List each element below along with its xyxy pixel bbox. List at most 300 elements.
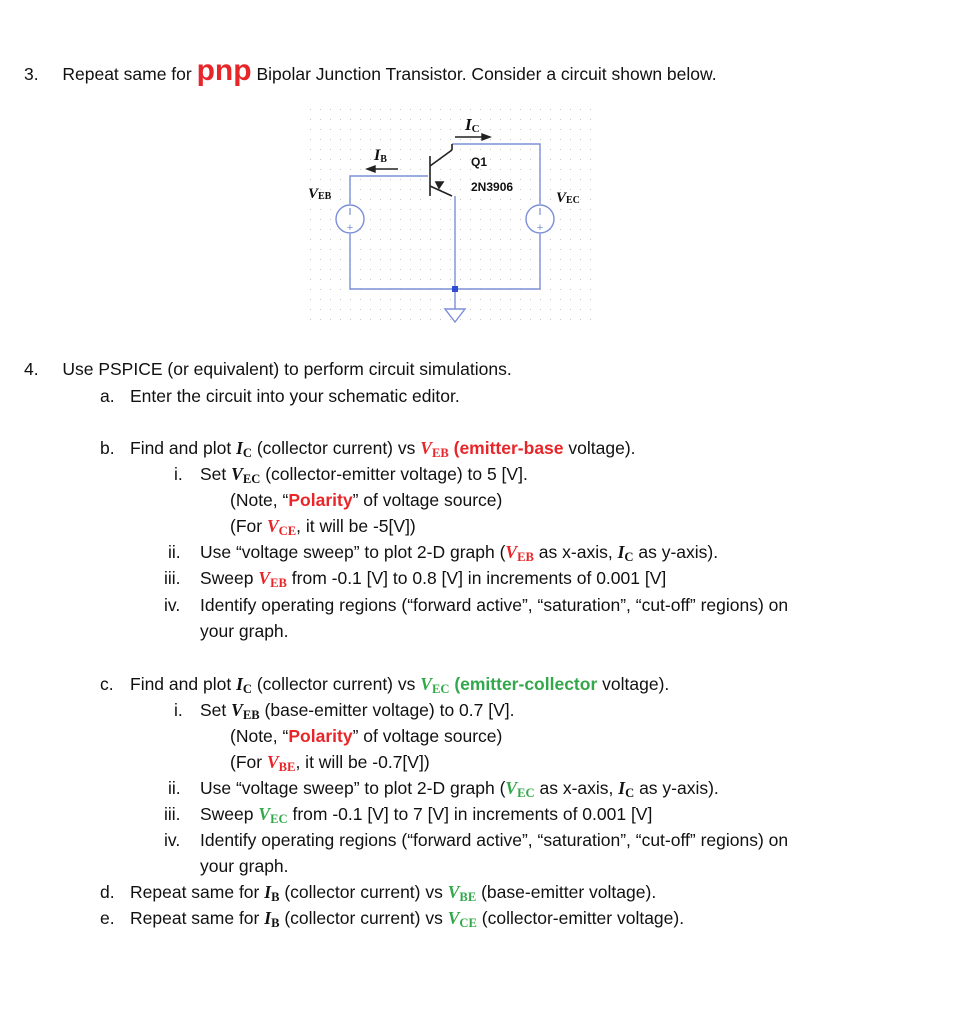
grid-dot xyxy=(500,279,501,280)
grid-dot xyxy=(490,269,491,270)
grid-dot xyxy=(370,149,371,150)
grid-dot xyxy=(490,239,491,240)
grid-dot xyxy=(450,269,451,270)
junction-dot xyxy=(452,286,458,292)
grid-dot xyxy=(520,169,521,170)
grid-dot xyxy=(530,159,531,160)
grid-dot xyxy=(430,299,431,300)
grid-dot xyxy=(530,259,531,260)
grid-dot xyxy=(420,299,421,300)
grid-dot xyxy=(580,309,581,310)
grid-dot xyxy=(490,259,491,260)
grid-dot xyxy=(350,119,351,120)
grid-dot xyxy=(560,109,561,110)
grid-dot xyxy=(330,279,331,280)
grid-dot xyxy=(360,279,361,280)
grid-dot xyxy=(320,139,321,140)
grid-dot xyxy=(440,319,441,320)
grid-dot xyxy=(490,109,491,110)
grid-dot xyxy=(370,199,371,200)
grid-dot xyxy=(590,269,591,270)
grid-dot xyxy=(330,159,331,160)
grid-dot xyxy=(420,229,421,230)
q4cii-text: Use “voltage sweep” to plot 2-D graph ($V_{EC}$ as x-axis, $I_C$ as y-axis). xyxy=(200,778,719,801)
grid-dot xyxy=(370,249,371,250)
grid-dot xyxy=(420,269,421,270)
grid-dot xyxy=(560,119,561,120)
grid-dot xyxy=(450,279,451,280)
grid-dot xyxy=(390,229,391,230)
grid-dot xyxy=(440,249,441,250)
grid-dot xyxy=(410,229,411,230)
grid-dot xyxy=(520,139,521,140)
grid-dot xyxy=(390,129,391,130)
veb-source xyxy=(336,205,364,234)
grid-dot xyxy=(370,219,371,220)
grid-dot xyxy=(360,149,361,150)
grid-dot xyxy=(570,149,571,150)
grid-dot xyxy=(550,299,551,300)
grid-dot xyxy=(550,279,551,280)
grid-dot xyxy=(380,209,381,210)
grid-dot xyxy=(590,319,591,320)
ic-label: IC xyxy=(465,115,480,135)
grid-dot xyxy=(310,209,311,210)
grid-dot xyxy=(330,169,331,170)
grid-dot xyxy=(470,299,471,300)
q3-text-post: Bipolar Junction Transistor. Consider a circuit shown below. xyxy=(256,64,717,84)
grid-dot xyxy=(500,169,501,170)
q3-line xyxy=(24,54,717,87)
grid-dot xyxy=(340,189,341,190)
vec-label: VEC xyxy=(556,190,580,206)
grid-dot xyxy=(470,199,471,200)
grid-dot xyxy=(440,279,441,280)
grid-dot xyxy=(520,249,521,250)
ground-icon xyxy=(445,302,465,322)
grid-dot xyxy=(520,239,521,240)
grid-dot xyxy=(460,299,461,300)
grid-dot xyxy=(510,259,511,260)
grid-dot xyxy=(340,309,341,310)
grid-dot xyxy=(440,309,441,310)
grid-dot xyxy=(310,229,311,230)
grid-dot xyxy=(520,209,521,210)
grid-dot xyxy=(330,149,331,150)
grid-dot xyxy=(390,119,391,120)
grid-dot xyxy=(350,149,351,150)
grid-dot xyxy=(530,149,531,150)
grid-dot xyxy=(340,169,341,170)
q4b-marker: b. xyxy=(100,438,115,458)
grid-dot xyxy=(580,219,581,220)
grid-dot xyxy=(510,199,511,200)
grid-dot xyxy=(470,169,471,170)
grid-dot xyxy=(500,129,501,130)
grid-dot xyxy=(330,209,331,210)
grid-dot xyxy=(520,119,521,120)
grid-dot xyxy=(570,259,571,260)
grid-dot xyxy=(360,179,361,180)
grid-dot xyxy=(460,109,461,110)
grid-dot xyxy=(470,319,471,320)
q4biv-text1: Identify operating regions (“forward active”, “saturation”, “cut-off” regions) on xyxy=(200,595,789,615)
grid-dot xyxy=(320,299,321,300)
grid-dot xyxy=(310,109,311,110)
grid-dot xyxy=(480,229,481,230)
grid-dot xyxy=(380,239,381,240)
grid-dot xyxy=(470,109,471,110)
grid-dot xyxy=(430,129,431,130)
grid-dot xyxy=(590,109,591,110)
grid-dot xyxy=(410,249,411,250)
grid-dot xyxy=(520,259,521,260)
circuit-wires xyxy=(350,144,540,302)
grid-dot xyxy=(350,299,351,300)
grid-dot xyxy=(490,129,491,130)
grid-dot xyxy=(360,269,361,270)
grid-dot xyxy=(320,159,321,160)
grid-dot xyxy=(520,219,521,220)
grid-dot xyxy=(440,229,441,230)
grid-dot xyxy=(480,129,481,130)
grid-dot xyxy=(560,239,561,240)
grid-dot xyxy=(390,159,391,160)
grid-dot xyxy=(400,279,401,280)
q4ci-for: (For $V_{BE}$, it will be -0.7[V]) xyxy=(230,752,430,775)
grid-dot xyxy=(450,209,451,210)
grid-dot xyxy=(310,269,311,270)
grid-dot xyxy=(510,239,511,240)
grid-dot xyxy=(570,269,571,270)
grid-dot xyxy=(510,219,511,220)
grid-dot xyxy=(490,279,491,280)
grid-dot xyxy=(480,259,481,260)
grid-dot xyxy=(430,209,431,210)
grid-dot xyxy=(410,119,411,120)
grid-dot xyxy=(410,159,411,160)
veb-label: VEB xyxy=(308,186,332,202)
grid-dot xyxy=(500,269,501,270)
grid-dot xyxy=(490,319,491,320)
grid-dot xyxy=(510,249,511,250)
vec-plus-sign: + xyxy=(536,222,544,234)
grid-dot xyxy=(330,269,331,270)
q4biii-marker: iii. xyxy=(164,568,181,588)
grid-dot xyxy=(430,279,431,280)
grid-dot xyxy=(440,209,441,210)
grid-dot xyxy=(430,249,431,250)
grid-dot xyxy=(540,319,541,320)
grid-dot xyxy=(310,169,311,170)
grid-dot xyxy=(550,159,551,160)
grid-dot xyxy=(490,149,491,150)
grid-dot xyxy=(330,139,331,140)
grid-dot xyxy=(430,309,431,310)
grid-dot xyxy=(450,179,451,180)
grid-dot xyxy=(360,299,361,300)
grid-dot xyxy=(370,229,371,230)
grid-dot xyxy=(560,299,561,300)
grid-dot xyxy=(490,249,491,250)
grid-dot xyxy=(310,119,311,120)
grid-dot xyxy=(460,239,461,240)
grid-dot xyxy=(590,229,591,230)
grid-dot xyxy=(410,319,411,320)
grid-dot xyxy=(520,299,521,300)
grid-dot xyxy=(320,259,321,260)
grid-dot xyxy=(500,209,501,210)
grid-dot xyxy=(590,199,591,200)
grid-dot xyxy=(480,209,481,210)
grid-dot xyxy=(340,179,341,180)
grid-dot xyxy=(340,119,341,120)
grid-dot xyxy=(450,129,451,130)
grid-dot xyxy=(550,319,551,320)
grid-dot xyxy=(440,119,441,120)
grid-dot xyxy=(450,169,451,170)
grid-dot xyxy=(580,259,581,260)
grid-dot xyxy=(560,129,561,130)
grid-dot xyxy=(500,199,501,200)
grid-dot xyxy=(390,249,391,250)
grid-dot xyxy=(590,239,591,240)
grid-dot xyxy=(420,239,421,240)
grid-dot xyxy=(410,179,411,180)
grid-dot xyxy=(330,259,331,260)
grid-dot xyxy=(500,319,501,320)
grid-dot xyxy=(340,319,341,320)
grid-dot xyxy=(430,219,431,220)
grid-dot xyxy=(550,199,551,200)
grid-dot xyxy=(560,229,561,230)
grid-dot xyxy=(320,209,321,210)
grid-dot xyxy=(400,149,401,150)
grid-dot xyxy=(460,159,461,160)
grid-dot xyxy=(490,309,491,310)
grid-dot xyxy=(540,119,541,120)
veb-plus-sign: + xyxy=(346,222,354,234)
grid-dot xyxy=(520,149,521,150)
grid-dot xyxy=(510,269,511,270)
grid-dot xyxy=(410,219,411,220)
grid-dot xyxy=(350,169,351,170)
grid-dot xyxy=(480,299,481,300)
grid-dot xyxy=(400,119,401,120)
grid-dot xyxy=(420,209,421,210)
grid-dot xyxy=(540,139,541,140)
grid-dot xyxy=(440,139,441,140)
grid-dot xyxy=(330,249,331,250)
grid-dot xyxy=(570,129,571,130)
grid-dot xyxy=(530,299,531,300)
grid-dot xyxy=(330,129,331,130)
grid-dot xyxy=(540,309,541,310)
grid-dot xyxy=(470,229,471,230)
grid-dot xyxy=(320,269,321,270)
grid-dot xyxy=(320,149,321,150)
grid-dot xyxy=(410,139,411,140)
q4civ-text2: your graph. xyxy=(200,856,289,876)
grid-dot xyxy=(350,109,351,110)
grid-dot xyxy=(460,189,461,190)
q4civ-marker: iv. xyxy=(164,830,181,850)
grid-dot xyxy=(530,309,531,310)
grid-dot xyxy=(390,209,391,210)
grid-dot xyxy=(470,249,471,250)
grid-dot xyxy=(570,219,571,220)
grid-dot xyxy=(320,109,321,110)
grid-dot xyxy=(390,269,391,270)
grid-dot xyxy=(430,109,431,110)
grid-dot xyxy=(520,109,521,110)
grid-dot xyxy=(410,199,411,200)
transistor-part: 2N3906 xyxy=(471,180,514,194)
grid-dot xyxy=(410,269,411,270)
q4biv-text2: your graph. xyxy=(200,621,289,641)
grid-dot xyxy=(470,209,471,210)
grid-dot xyxy=(470,259,471,260)
q4a-marker: a. xyxy=(100,386,115,406)
grid-dot xyxy=(470,219,471,220)
grid-dot xyxy=(470,149,471,150)
grid-dot xyxy=(580,319,581,320)
grid-dot xyxy=(450,299,451,300)
grid-dot xyxy=(590,259,591,260)
grid-dot xyxy=(580,279,581,280)
q4bii-text: Use “voltage sweep” to plot 2-D graph ($V_{EB}$ as x-axis, $I_C$ as y-axis). xyxy=(200,542,719,565)
grid-dot xyxy=(530,279,531,280)
grid-dot xyxy=(380,259,381,260)
grid-dot xyxy=(370,269,371,270)
grid-dot xyxy=(330,119,331,120)
grid-dot xyxy=(380,249,381,250)
grid-dot xyxy=(590,159,591,160)
grid-dot xyxy=(360,309,361,310)
grid-dot xyxy=(310,159,311,160)
grid-dot xyxy=(580,109,581,110)
grid-dot xyxy=(500,239,501,240)
grid-dot xyxy=(570,119,571,120)
grid-dot xyxy=(430,229,431,230)
grid-dot xyxy=(460,169,461,170)
grid-dot xyxy=(320,289,321,290)
grid-dot xyxy=(380,299,381,300)
grid-dot xyxy=(550,109,551,110)
grid-dot xyxy=(370,119,371,120)
grid-dot xyxy=(410,259,411,260)
grid-dot xyxy=(570,159,571,160)
grid-dot xyxy=(320,229,321,230)
grid-dot xyxy=(550,179,551,180)
grid-dot xyxy=(500,159,501,160)
grid-dot xyxy=(390,259,391,260)
grid-dot xyxy=(440,179,441,180)
grid-dot xyxy=(480,169,481,170)
grid-dot xyxy=(440,259,441,260)
grid-dot xyxy=(500,139,501,140)
grid-dot xyxy=(500,149,501,150)
grid-dot xyxy=(480,249,481,250)
grid-dot xyxy=(570,289,571,290)
grid-dot xyxy=(310,309,311,310)
grid-dot xyxy=(500,229,501,230)
grid-dot xyxy=(580,179,581,180)
grid-dot xyxy=(440,149,441,150)
grid-dot xyxy=(510,319,511,320)
grid-dot xyxy=(350,129,351,130)
grid-dot xyxy=(400,249,401,250)
grid-dot xyxy=(520,309,521,310)
grid-dot xyxy=(380,119,381,120)
grid-dot xyxy=(400,189,401,190)
ib-label: IB xyxy=(374,147,387,165)
grid-dot xyxy=(580,289,581,290)
grid-dot xyxy=(550,269,551,270)
grid-dot xyxy=(330,239,331,240)
grid-dot xyxy=(320,279,321,280)
grid-dot xyxy=(570,239,571,240)
grid-dot xyxy=(330,299,331,300)
grid-dot xyxy=(460,269,461,270)
grid-dot xyxy=(310,219,311,220)
grid-dot xyxy=(510,299,511,300)
grid-dot xyxy=(400,219,401,220)
grid-dot xyxy=(360,239,361,240)
grid-dot xyxy=(520,179,521,180)
grid-dot xyxy=(490,299,491,300)
grid-dot xyxy=(420,279,421,280)
grid-dot xyxy=(470,239,471,240)
grid-dot xyxy=(400,109,401,110)
grid-dot xyxy=(570,319,571,320)
grid-dot xyxy=(340,269,341,270)
grid-dot xyxy=(480,269,481,270)
grid-dot xyxy=(450,119,451,120)
grid-dot xyxy=(460,199,461,200)
grid-dot xyxy=(400,259,401,260)
grid-dot xyxy=(420,219,421,220)
grid-dot xyxy=(370,309,371,310)
grid-dot xyxy=(330,289,331,290)
grid-dot xyxy=(560,139,561,140)
grid-dot xyxy=(480,319,481,320)
grid-dot xyxy=(490,219,491,220)
grid-dot xyxy=(570,169,571,170)
grid-dot xyxy=(410,189,411,190)
grid-dot xyxy=(320,189,321,190)
grid-dot xyxy=(330,319,331,320)
grid-dot xyxy=(510,279,511,280)
q4c-marker: c. xyxy=(100,674,114,694)
grid-dot xyxy=(460,209,461,210)
circuit-schematic xyxy=(300,104,600,329)
grid-dot xyxy=(350,139,351,140)
grid-dot xyxy=(520,229,521,230)
grid-dot xyxy=(340,289,341,290)
grid-dot xyxy=(520,269,521,270)
grid-dot xyxy=(560,289,561,290)
grid-dot xyxy=(420,109,421,110)
grid-dot xyxy=(410,279,411,280)
grid-dot xyxy=(470,309,471,310)
grid-dot xyxy=(560,309,561,310)
grid-dot xyxy=(400,239,401,240)
grid-dot xyxy=(420,189,421,190)
grid-dot xyxy=(550,169,551,170)
transistor-name: Q1 xyxy=(471,155,488,169)
grid-dot xyxy=(340,259,341,260)
